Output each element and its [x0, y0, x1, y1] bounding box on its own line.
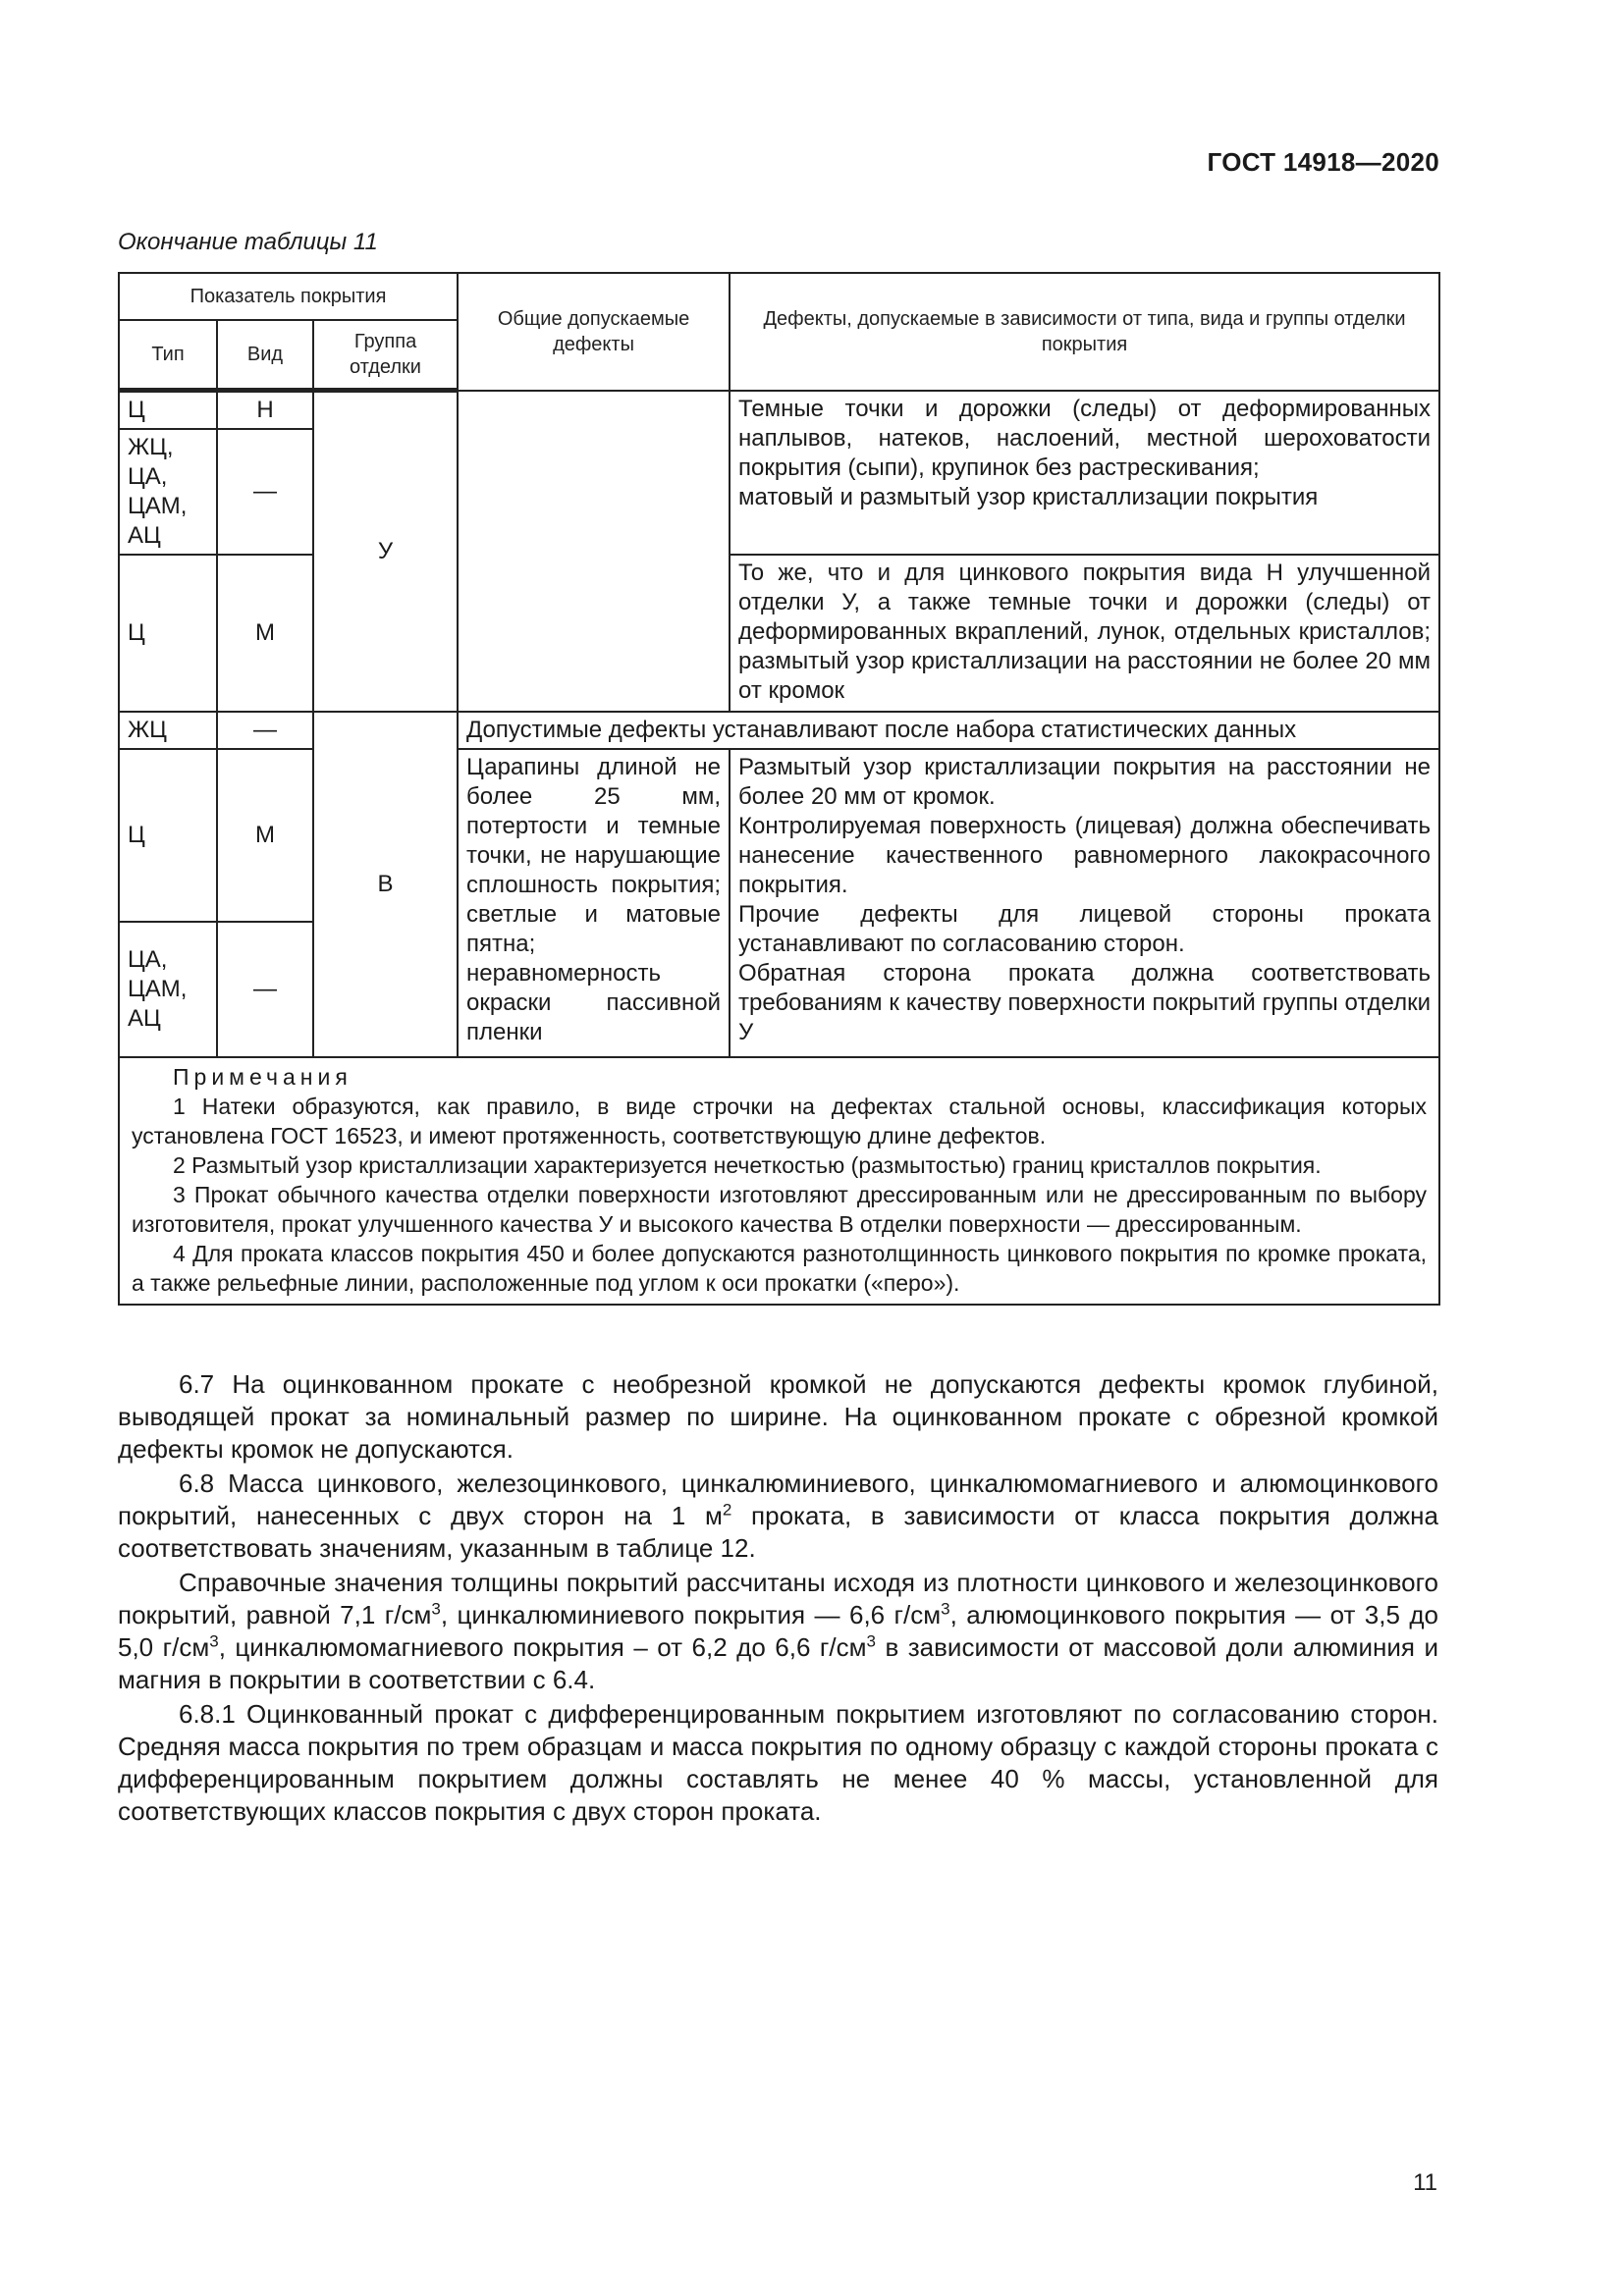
- cell-defects-statistical: Допустимые дефекты устанавливают после набора статистических данных: [458, 712, 1439, 749]
- cell-finish-group-u: У: [313, 391, 458, 713]
- cell-type: ЖЦ: [119, 712, 217, 749]
- specific-defects-text: матовый и размытый узор кристаллизации покрытия: [738, 483, 1319, 510]
- cell-kind: —: [217, 922, 313, 1057]
- cell-kind: М: [217, 749, 313, 922]
- table-header-row-1: [119, 273, 1439, 320]
- table-row: [119, 712, 1439, 749]
- cell-kind: —: [217, 429, 313, 555]
- note-item: 3 Прокат обычного качества отделки поверхности изготовляют дрессированным или не дрессированным по выбору изготовителя, прокат улучшенного качества У и высокого качества В отделки поверхности — дрессированным.: [132, 1182, 1428, 1237]
- cell-finish-group-v: В: [313, 712, 458, 1057]
- note-item: 4 Для проката классов покрытия 450 и более допускаются разнотолщинность цинкового покрытия по кромке проката, а также рельефные линии, расположенные под углом к оси прокатки («перо»).: [132, 1241, 1428, 1296]
- document-code: ГОСТ 14918—2020: [1207, 147, 1439, 177]
- cell-type: Ц: [119, 391, 217, 430]
- note-item: 1 Натеки образуются, как правило, в виде строчки на дефектах стальной основы, классификация которых установлена ГОСТ 16523, и имеют протяженность, соответствующую длине дефектов.: [132, 1094, 1428, 1148]
- paragraph-reference-values: Справочные значения толщины покрытий рассчитаны исходя из плотности цинкового и железоцинкового покрытий, равной 7,1 $г/см^3$, цинкалюминиевого покрытия — 6,6 $г/см^3$, алюмоцинкового покрытия — от 3,5 до 5,0 $г/см^3$, цинкалюмомагниевого покрытия – от 6,2 до 6,6 $г/см^3$ в зависимости от массовой доли алюминия и магния в покрытии в соответствии с 6.4.: [118, 1568, 1439, 1694]
- header-type: Тип: [119, 320, 217, 391]
- cell-type: Ц: [119, 749, 217, 922]
- specific-defects-text: Размытый узор кристаллизации покрытия на расстоянии не более 20 мм от кромок.: [738, 754, 1432, 810]
- cell-type: ЦА, ЦАМ, АЦ: [119, 922, 217, 1057]
- specific-defects-text: Обратная сторона проката должна соответствовать требованиям к качеству поверхности покрытий группы отделки У: [738, 960, 1432, 1045]
- note-item: 2 Размытый узор кристаллизации характеризуется нечеткостью (размытостью) границ кристаллов покрытия.: [173, 1152, 1322, 1178]
- notes-title: Примечания: [173, 1064, 352, 1090]
- paragraph-6-8-1: 6.8.1 Оцинкованный прокат с дифференцированным покрытием изготовляют по согласованию сторон. Средняя масса покрытия по трем образцам и масса покрытия по одному образцу с каждой стороны проката с дифференцированным покрытием должны составлять не менее 40 % массы, установленной для соответствующих классов покрытия с двух сторон проката.: [118, 1699, 1438, 1826]
- table-row: [119, 391, 1439, 430]
- cell-specific-defects-hu: [730, 391, 1439, 556]
- cell-general-empty: [458, 391, 730, 713]
- defects-table: [118, 272, 1438, 1306]
- header-general-defects: Общие допускаемые дефекты: [458, 273, 730, 391]
- table-caption: Окончание таблицы 11: [118, 229, 378, 255]
- header-kind: Вид: [217, 320, 313, 391]
- table-notes: [119, 1057, 1439, 1305]
- cell-specific-defects-mu: То же, что и для цинкового покрытия вида Н улучшенной отделки У, а также темные точки и дорожки (следы) от деформированных вкраплений, лунок, отдельных кристаллов; размытый узор кристаллизации на расстоянии не более 20 мм от кромок: [730, 555, 1439, 712]
- paragraph-6-8: 6.8 Масса цинкового, железоцинкового, цинкалюминиевого, цинкалюмомагниевого и алюмоцинкового покрытий, нанесенных с двух сторон на 1 $м^2$ проката, в зависимости от класса покрытия должна соответствовать значениям, указанным в таблице 12.: [118, 1468, 1438, 1563]
- paragraph-6-7: 6.7 На оцинкованном прокате с необрезной кромкой не допускаются дефекты кромок глубиной, выводящей прокат за номинальный размер по ширине. На оцинкованном прокате с обрезной кромкой дефекты кромок не допускаются.: [118, 1369, 1438, 1464]
- cell-specific-defects-v: [730, 749, 1439, 1057]
- header-finish-group: Группа отделки: [313, 320, 458, 391]
- body-text: [118, 1368, 1438, 1830]
- specific-defects-text: Темные точки и дорожки (следы) от деформированных наплывов, натеков, наслоений, местной шероховатости покрытия (сыпи), крупинок без растрескивания;: [738, 395, 1432, 481]
- header-indicator: Показатель покрытия: [119, 273, 458, 320]
- cell-kind: Н: [217, 391, 313, 430]
- table-notes-row: [119, 1057, 1439, 1305]
- specific-defects-text: Прочие дефекты для лицевой стороны проката устанавливают по согласованию сторон.: [738, 901, 1432, 957]
- specific-defects-text: Контролируемая поверхность (лицевая) должна обеспечивать нанесение качественного равномерного лакокрасочного покрытия.: [738, 813, 1432, 898]
- cell-kind: М: [217, 555, 313, 712]
- cell-type: Ц: [119, 555, 217, 712]
- header-specific-defects: Дефекты, допускаемые в зависимости от типа, вида и группы отделки покрытия: [730, 273, 1439, 391]
- page-number: 11: [1413, 2169, 1437, 2196]
- cell-type: ЖЦ, ЦА, ЦАМ, АЦ: [119, 429, 217, 555]
- cell-general-defects-v: Царапины длиной не более 25 мм, потертости и темные точки, не нарушающие сплошность покрытия; светлые и матовые пятна; неравномерность окраски пассивной пленки: [458, 749, 730, 1057]
- cell-kind: —: [217, 712, 313, 749]
